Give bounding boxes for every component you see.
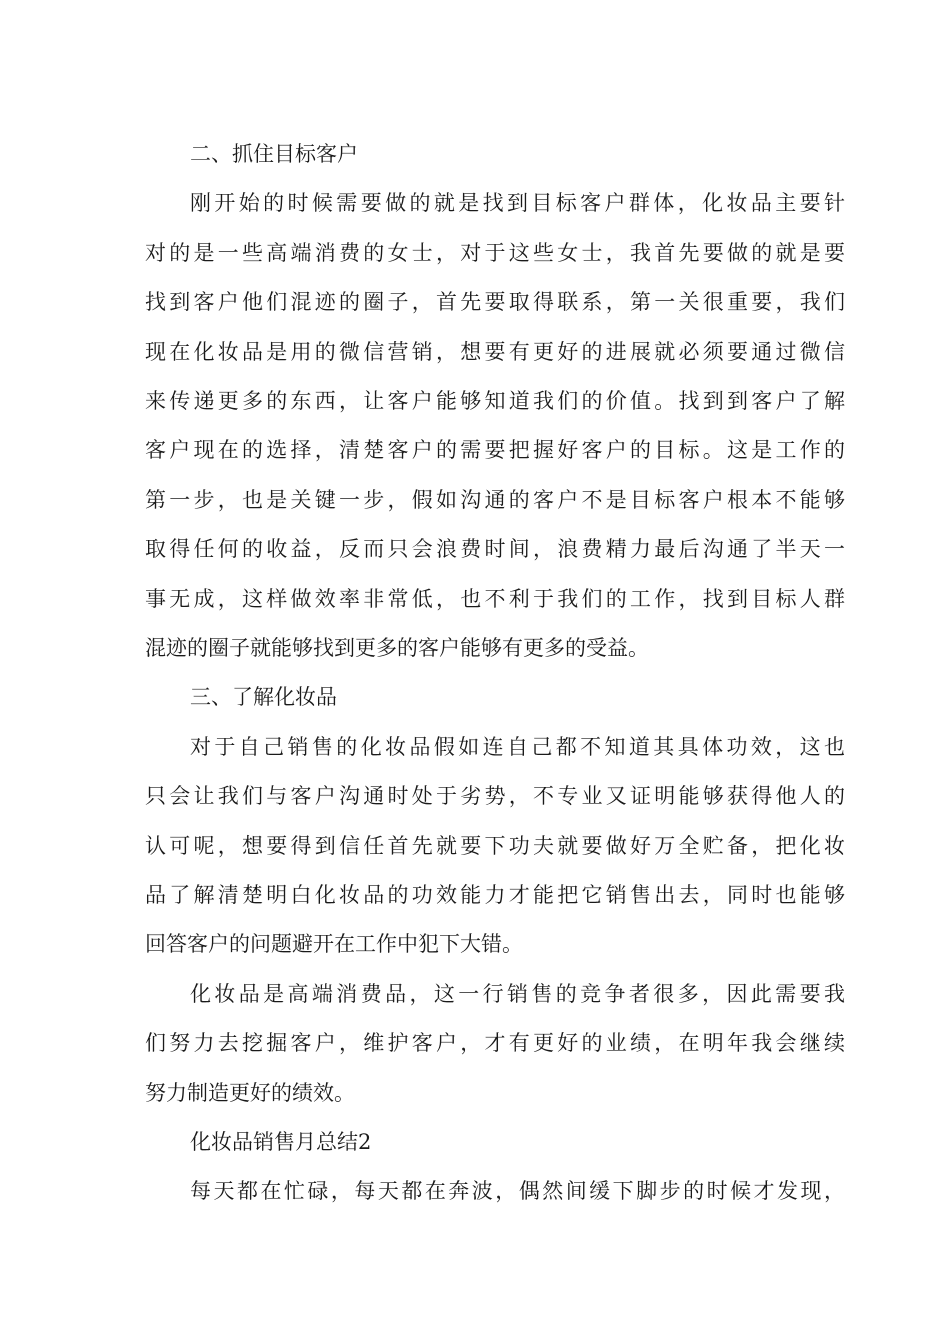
text-line: 回答客户的问题避开在工作中犯下大错。 — [145, 932, 523, 956]
text-line: 化妆品销售月总结2 — [190, 1130, 372, 1154]
text-line: 品了解清楚明白化妆品的功效能力才能把它销售出去，同时也能够 — [145, 883, 845, 907]
text-line: 来传递更多的东西，让客户能够知道我们的价值。找到到客户了解 — [145, 389, 845, 413]
text-line: 认可呢，想要得到信任首先就要下功夫就要做好万全贮备，把化妆 — [145, 834, 845, 858]
text-line: 混迹的圈子就能够找到更多的客户能够有更多的受益。 — [145, 636, 649, 660]
text-line: 们努力去挖掘客户，维护客户，才有更好的业绩，在明年我会继续 — [145, 1031, 845, 1055]
text-line: 化妆品是高端消费品，这一行销售的竞争者很多，因此需要我 — [190, 982, 845, 1006]
text-line: 刚开始的时候需要做的就是找到目标客户群体，化妆品主要针 — [190, 191, 845, 215]
text-line: 对的是一些高端消费的女士，对于这些女士，我首先要做的就是要 — [145, 241, 845, 265]
text-line: 取得任何的收益，反而只会浪费时间，浪费精力最后沟通了半天一 — [145, 537, 845, 561]
text-line: 二、抓住目标客户 — [190, 142, 358, 166]
text-line: 对于自己销售的化妆品假如连自己都不知道其具体功效，这也 — [190, 735, 845, 759]
text-line: 第一步，也是关键一步，假如沟通的客户不是目标客户根本不能够 — [145, 488, 845, 512]
text-line: 找到客户他们混迹的圈子，首先要取得联系，第一关很重要，我们 — [145, 290, 845, 314]
text-line: 事无成，这样做效率非常低，也不利于我们的工作，找到目标人群 — [145, 587, 845, 611]
text-line: 三、了解化妆品 — [190, 685, 337, 709]
text-line: 每天都在忙碌，每天都在奔波，偶然间缓下脚步的时候才发现， — [190, 1179, 845, 1203]
text-line: 只会让我们与客户沟通时处于劣势，不专业又证明能够获得他人的 — [145, 784, 845, 808]
text-line: 现在化妆品是用的微信营销，想要有更好的进展就必须要通过微信 — [145, 340, 845, 364]
text-line: 努力制造更好的绩效。 — [145, 1081, 355, 1105]
text-line: 客户现在的选择，清楚客户的需要把握好客户的目标。这是工作的 — [145, 438, 845, 462]
